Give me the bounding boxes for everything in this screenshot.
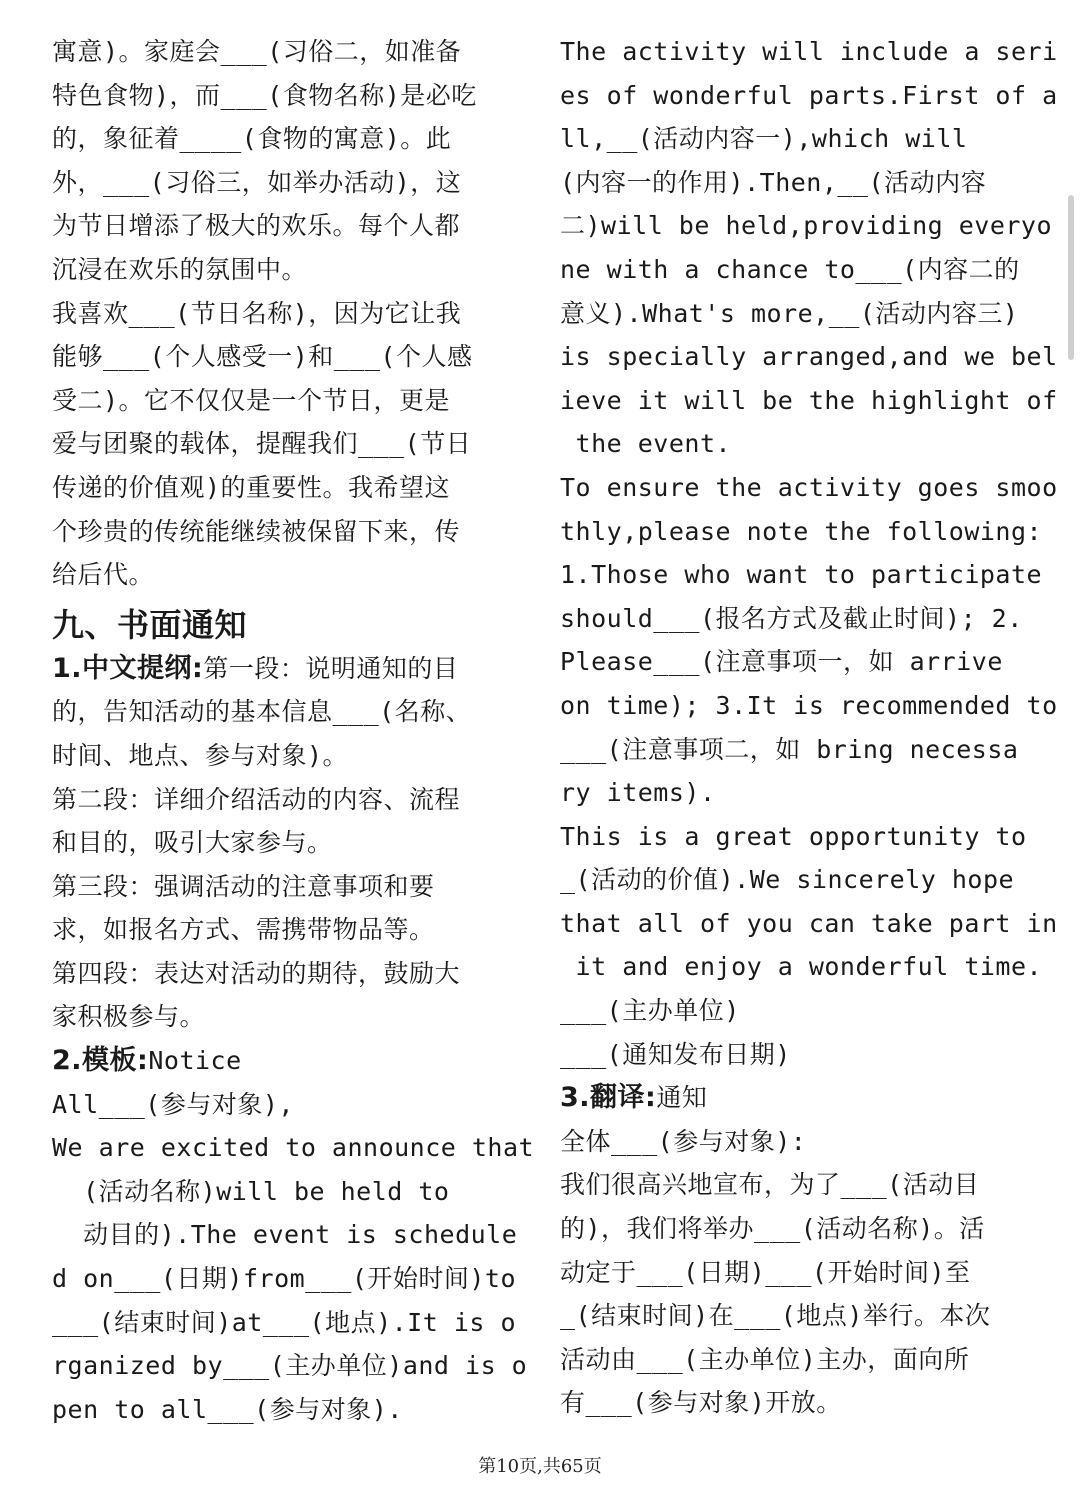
text-line: 传递的价值观)的重要性。我希望这 — [52, 472, 451, 502]
text-line: (内容一的作用).Then,__(活动内容 — [560, 167, 987, 197]
text-line: the event. — [560, 429, 732, 459]
text-line: _(结束时间)在___(地点)举行。本次 — [560, 1301, 991, 1331]
text-line: ieve it will be the highlight of — [560, 385, 1058, 415]
text-line: ne with a chance to___(内容二的 — [560, 254, 1020, 284]
subheading-label: 3.翻译: — [560, 1082, 657, 1114]
text-line: ___(结束时间)at___(地点).It is o — [52, 1307, 517, 1337]
text-line: 二)will be held,providing everyo — [560, 211, 1053, 241]
text-line: should___(报名方式及截止时间); 2. — [560, 603, 1023, 633]
subheading-text: Notice — [148, 1046, 242, 1076]
text-line: 活动由___(主办单位)主办，面向所 — [560, 1344, 970, 1374]
text-line: pen to all___(参与对象). — [52, 1394, 403, 1424]
text-line: The activity will include a seri — [560, 37, 1058, 66]
text-line: thly,please note the following: — [560, 516, 1043, 546]
text-line: 的，象征着____(食物的寓意)。此 — [52, 124, 452, 154]
section-title: 九、书面通知 — [52, 605, 248, 644]
text-line: 受二)。它不仅仅是一个节日，更是 — [52, 385, 451, 415]
text-line: 求，如报名方式、需携带物品等。 — [52, 915, 435, 945]
text-line: 我们很高兴地宣布，为了___(活动目 — [560, 1170, 980, 1200]
page-number: 第10页,共65页 — [478, 1456, 602, 1477]
text-line: that all of you can take part in — [560, 908, 1058, 938]
text-line: 动目的).The event is schedule — [52, 1220, 518, 1250]
text-line: 我喜欢___(节日名称)，因为它让我 — [52, 298, 462, 328]
text-line: 和目的，吸引大家参与。 — [52, 828, 333, 858]
subheading-label: 2.模板: — [52, 1045, 149, 1077]
text-line: on time); 3.It is recommended to — [560, 690, 1058, 720]
text-line: 特色食物)，而___(食物名称)是必吃 — [52, 80, 477, 110]
subheading-line — [52, 647, 522, 691]
text-line: 寓意)。家庭会___(习俗二，如准备 — [52, 37, 462, 66]
text-line: 第三段：强调活动的注意事项和要 — [52, 871, 435, 901]
text-line: Please___(注意事项一，如 arrive — [560, 647, 1003, 677]
text-line: We are excited to announce that — [52, 1133, 535, 1163]
text-line: d on___(日期)from___(开始时间)to — [52, 1264, 517, 1294]
text-line: 全体___(参与对象): — [560, 1126, 807, 1156]
text-line: 意义).What's more,__(活动内容三) — [560, 298, 1019, 328]
text-line: 爱与团聚的载体，提醒我们___(节日 — [52, 429, 472, 459]
text-line: 家积极参与。 — [52, 1002, 206, 1032]
subheading-line — [52, 1039, 522, 1083]
text-line: 给后代。 — [52, 560, 155, 590]
text-line: 时间、地点、参与对象)。 — [52, 740, 349, 770]
text-line: To ensure the activity goes smoo — [560, 472, 1058, 502]
text-line: This is a great opportunity to — [560, 821, 1027, 851]
text-line: 1.Those who want to participate — [560, 560, 1043, 590]
text-line: ___(通知发布日期) — [560, 1039, 791, 1069]
text-line: 的，告知活动的基本信息___(名称、 — [52, 697, 472, 727]
subheading-label: 1.中文提纲: — [52, 652, 204, 684]
text-line: All___(参与对象), — [52, 1089, 294, 1119]
text-line: 第四段：表达对活动的期待，鼓励大 — [52, 958, 461, 988]
subheading-line — [560, 1076, 1038, 1120]
text-line: 沉浸在欢乐的氛围中。 — [52, 254, 308, 284]
text-line: it and enjoy a wonderful time. — [560, 952, 1043, 982]
text-line: 外，___(习俗三，如举办活动)，这 — [52, 167, 462, 197]
text-line: 第二段：详细介绍活动的内容、流程 — [52, 784, 461, 814]
text-line: 的)，我们将举办___(活动名称)。活 — [560, 1214, 985, 1244]
text-line: (活动名称)will be held to — [52, 1176, 450, 1206]
text-line: 个珍贵的传统能继续被保留下来，传 — [52, 516, 461, 546]
text-line: ___(主办单位) — [560, 996, 740, 1026]
text-line: 有___(参与对象)开放。 — [560, 1388, 842, 1418]
text-line: 能够___(个人感受一)和___(个人感 — [52, 342, 473, 372]
text-line: rganized by___(主办单位)and is o — [52, 1351, 528, 1381]
right-column — [560, 30, 1058, 1425]
text-line: 为节日增添了极大的欢乐。每个人都 — [52, 211, 461, 241]
text-line: ___(注意事项二，如 bring necessa — [560, 734, 1019, 764]
subheading-text: 通知 — [656, 1083, 708, 1113]
subheading-text: 第一段：说明通知的目 — [203, 653, 459, 683]
scrollbar[interactable] — [1068, 195, 1074, 360]
text-line: _(活动的价值).We sincerely hope — [560, 865, 1015, 895]
left-column — [52, 30, 535, 1431]
text-line: es of wonderful parts.First of a — [560, 80, 1058, 110]
text-line: ry items). — [560, 778, 716, 808]
text-line: 动定于___(日期)___(开始时间)至 — [560, 1257, 971, 1287]
text-line: is specially arranged,and we bel — [560, 342, 1058, 372]
text-line: ll,__(活动内容一),which will — [560, 124, 968, 154]
